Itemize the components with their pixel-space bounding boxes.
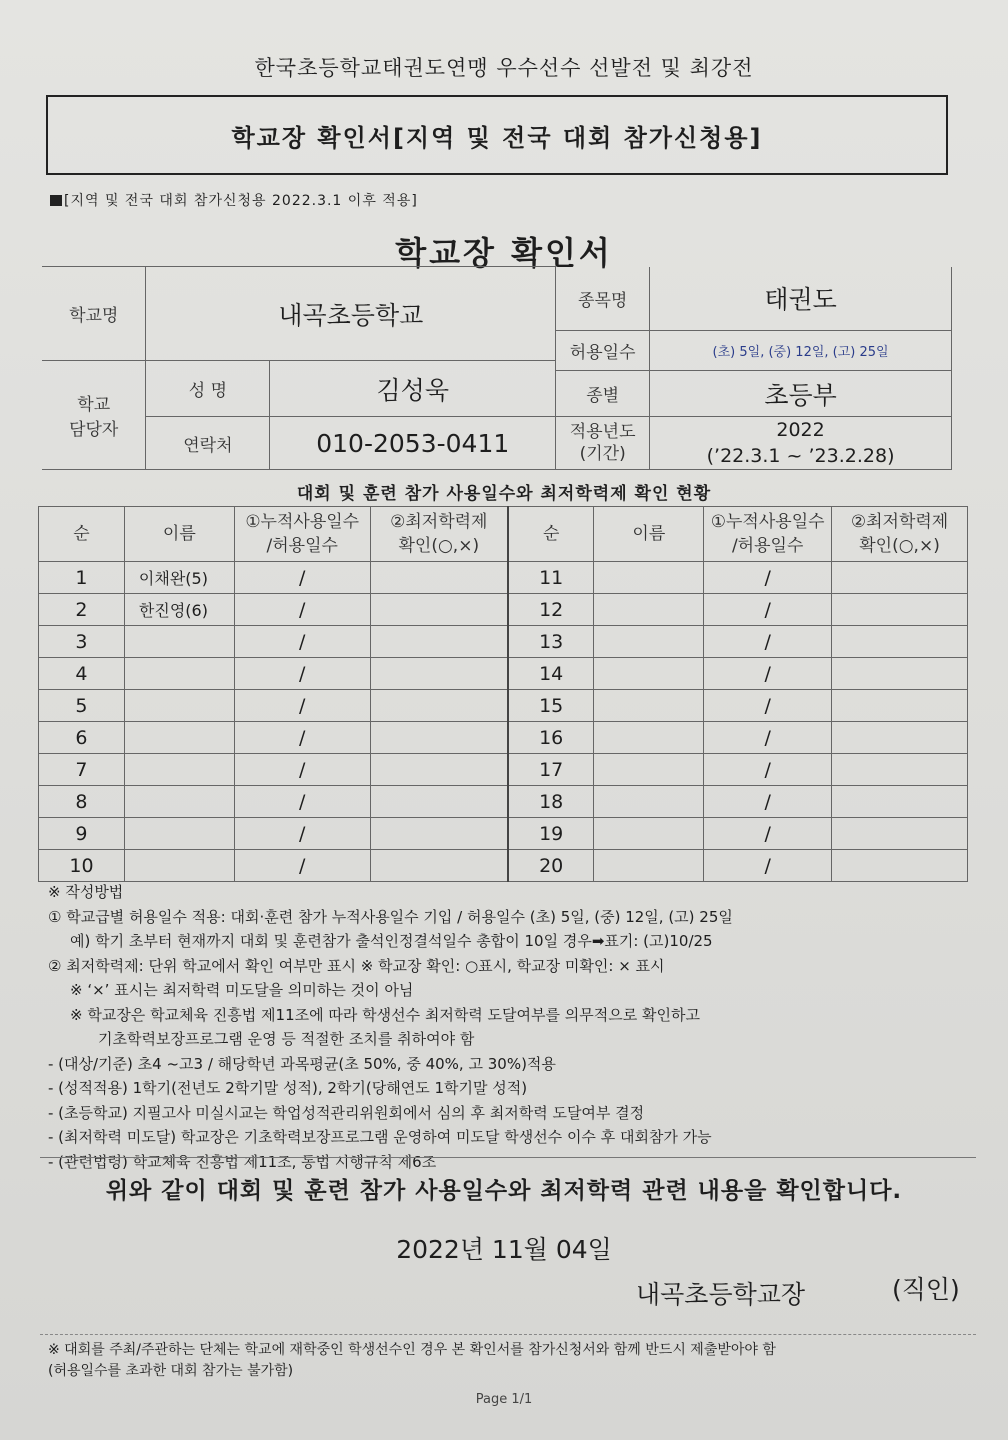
academic-check — [370, 562, 508, 594]
black-square-icon — [50, 195, 62, 206]
row-number: 8 — [39, 786, 125, 818]
athlete-name — [594, 594, 704, 626]
row-number: 6 — [39, 722, 125, 754]
instruction-line: - (최저학력 미도달) 학교장은 기초학력보장프로그램 운영하여 미도달 학생선수 이수 후 대회참가 가능 — [48, 1128, 712, 1146]
athlete-name — [594, 658, 704, 690]
table-row — [39, 594, 968, 626]
document-title: 학교장 확인서 — [395, 234, 613, 272]
row-number: 1 — [39, 562, 125, 594]
academic-check — [832, 562, 968, 594]
academic-check — [370, 690, 508, 722]
table-row — [39, 722, 968, 754]
row-number: 4 — [39, 658, 125, 690]
allowed-days-value: (초) 5일, (중) 12일, (고) 25일 — [650, 331, 952, 371]
athlete-name: 한진영(6) — [124, 594, 234, 626]
row-number: 5 — [39, 690, 125, 722]
col-header-check — [370, 507, 508, 562]
school-value: 내곡초등학교 — [146, 267, 556, 361]
academic-check — [370, 594, 508, 626]
section-title: 대회 및 훈련 참가 사용일수와 최저학력제 확인 현황 — [296, 484, 712, 504]
athlete-name — [124, 658, 234, 690]
table-row — [39, 626, 968, 658]
academic-check — [832, 754, 968, 786]
contact-label: 연락처 — [146, 417, 270, 470]
days-used: / — [704, 594, 832, 626]
year-label-line1: 적용년도 — [569, 422, 636, 442]
athlete-name: 이채완(5) — [124, 562, 234, 594]
col-header-days-line1: ①누적사용일수 — [245, 512, 360, 532]
row-number: 19 — [508, 818, 594, 850]
table-row — [39, 786, 968, 818]
col-header-no: 순 — [39, 507, 125, 562]
athlete-list-body — [39, 562, 968, 882]
row-number: 16 — [508, 722, 594, 754]
academic-check — [370, 754, 508, 786]
athlete-name — [594, 818, 704, 850]
academic-check — [370, 626, 508, 658]
col-header-days — [704, 507, 832, 562]
days-used: / — [234, 690, 370, 722]
table-row — [39, 850, 968, 882]
days-used: / — [234, 722, 370, 754]
academic-check — [370, 818, 508, 850]
col-header-days-line2: /허용일수 — [266, 536, 338, 556]
row-number: 12 — [508, 594, 594, 626]
footnote-line1: ※ 대회를 주최/주관하는 단체는 학교에 재학중인 학생선수인 경우 본 확인서를 참가신청서와 함께 반드시 제출받아야 함 — [48, 1342, 776, 1358]
days-used: / — [704, 690, 832, 722]
table-row — [39, 562, 968, 594]
page-number: Page 1/1 — [475, 1392, 533, 1407]
name-value: 김성욱 — [270, 361, 556, 417]
athlete-name — [124, 754, 234, 786]
athlete-name — [124, 786, 234, 818]
days-used: / — [704, 818, 832, 850]
year-label-line2: (기간) — [579, 444, 626, 464]
row-number: 3 — [39, 626, 125, 658]
athlete-name — [124, 626, 234, 658]
days-used: / — [234, 562, 370, 594]
instruction-line: - (관련법령) 학교체육 진흥법 제11조, 동법 시행규칙 제6조 — [48, 1152, 437, 1171]
days-used: / — [234, 850, 370, 882]
days-used: / — [704, 722, 832, 754]
instruction-line: ② 최저학력제: 단위 학교에서 확인 여부만 표시 ※ 학교장 확인: ○표시, 학교장 미확인: × 표시 — [48, 956, 665, 975]
col-header-name: 이름 — [124, 507, 234, 562]
event-value: 태권도 — [650, 267, 952, 331]
divider — [40, 1157, 976, 1158]
row-number: 13 — [508, 626, 594, 658]
event-label: 종목명 — [556, 267, 650, 331]
athlete-name — [594, 786, 704, 818]
days-used: / — [234, 786, 370, 818]
academic-check — [832, 722, 968, 754]
academic-check — [370, 850, 508, 882]
athlete-list-table — [38, 506, 968, 882]
category-value: 초등부 — [650, 371, 952, 417]
instruction-line: ※ ‘×’ 표시는 최저학력 미도달을 의미하는 것이 아님 — [70, 981, 414, 999]
athlete-name — [124, 818, 234, 850]
manager-label-line2: 담당자 — [69, 420, 119, 440]
name-label: 성 명 — [146, 361, 270, 417]
year-value-line1: 2022 — [776, 419, 825, 441]
days-used: / — [704, 658, 832, 690]
row-number: 10 — [39, 850, 125, 882]
row-number: 11 — [508, 562, 594, 594]
days-used: / — [234, 754, 370, 786]
athlete-name — [594, 850, 704, 882]
confirmation-date: 2022년 11월 04일 — [396, 1235, 612, 1264]
contact-value: 010-2053-0411 — [270, 417, 556, 470]
table-row — [39, 690, 968, 722]
athlete-name — [594, 626, 704, 658]
school-info-table — [42, 266, 952, 470]
applicability-note — [50, 190, 418, 210]
manager-label-line1: 학교 — [77, 395, 111, 415]
days-used: / — [234, 626, 370, 658]
allowed-days-label: 허용일수 — [556, 331, 650, 371]
academic-check — [832, 850, 968, 882]
instruction-line: ※ 학교장은 학교체육 진흥법 제11조에 따라 학생선수 최저학력 도달여부를 의무적으로 확인하고 — [70, 1005, 700, 1024]
year-value-line2: (’22.3.1 ~ ’23.2.28) — [706, 445, 895, 467]
academic-check — [832, 626, 968, 658]
divider — [40, 1334, 976, 1335]
footnote — [48, 1340, 776, 1382]
applicability-note-text: [지역 및 전국 대회 참가신청용 2022.3.1 이후 적용] — [64, 193, 418, 209]
row-number: 14 — [508, 658, 594, 690]
row-number: 15 — [508, 690, 594, 722]
col-header-check — [832, 507, 968, 562]
instructions-title: ※ 작성방법 — [48, 883, 124, 901]
table-row — [39, 818, 968, 850]
col-header-name: 이름 — [594, 507, 704, 562]
year-label — [556, 417, 650, 470]
athlete-name — [124, 722, 234, 754]
days-used: / — [704, 850, 832, 882]
athlete-name — [124, 690, 234, 722]
row-number: 2 — [39, 594, 125, 626]
organization-title: 한국초등학교태권도연맹 우수선수 선발전 및 최강전 — [254, 56, 754, 80]
academic-check — [832, 690, 968, 722]
table-row — [39, 754, 968, 786]
manager-label — [42, 361, 146, 470]
days-used: / — [704, 786, 832, 818]
footnote-line2: (허용일수를 초과한 대회 참가는 불가함) — [48, 1363, 294, 1379]
confirmation-statement: 위와 같이 대회 및 훈련 참가 사용일수와 최저학력 관련 내용을 확인합니다. — [105, 1178, 903, 1204]
row-number: 20 — [508, 850, 594, 882]
instruction-line: - (대상/기준) 초4 ~고3 / 해당학년 과목평균(초 50%, 중 40%, 고 30%)적용 — [48, 1054, 556, 1073]
col-header-no: 순 — [508, 507, 594, 562]
days-used: / — [234, 594, 370, 626]
year-value — [650, 417, 952, 470]
academic-check — [370, 722, 508, 754]
academic-check — [832, 786, 968, 818]
principal-name: 내곡초등학교장 — [636, 1280, 806, 1309]
instruction-line: 예) 학기 초부터 현재까지 대회 및 훈련참가 출석인정결석일수 총합이 10일 경우➡표기: (고)10/25 — [70, 932, 713, 950]
form-title: 학교장 확인서[지역 및 전국 대회 참가신청용] — [231, 123, 763, 152]
days-used: / — [704, 626, 832, 658]
col-header-check-line2: 확인(○,×) — [859, 536, 940, 556]
academic-check — [370, 658, 508, 690]
instructions — [48, 880, 968, 1174]
athlete-name — [594, 562, 704, 594]
days-used: / — [704, 562, 832, 594]
academic-check — [832, 594, 968, 626]
col-header-days — [234, 507, 370, 562]
table-row — [39, 658, 968, 690]
athlete-name — [594, 754, 704, 786]
days-used: / — [234, 658, 370, 690]
athlete-name — [594, 722, 704, 754]
category-label: 종별 — [556, 371, 650, 417]
col-header-days-line1: ①누적사용일수 — [710, 512, 825, 532]
row-number: 17 — [508, 754, 594, 786]
col-header-check-line2: 확인(○,×) — [398, 536, 480, 556]
official-seal-mark: (직인) — [892, 1275, 960, 1304]
col-header-check-line1: ②최저학력제 — [850, 512, 949, 532]
days-used: / — [234, 818, 370, 850]
instruction-line: 기초학력보장프로그램 운영 등 적절한 조치를 취하여야 함 — [98, 1030, 475, 1048]
instruction-line: - (성적적용) 1학기(전년도 2학기말 성적), 2학기(당해연도 1학기말 성적) — [48, 1079, 528, 1097]
form-title-box — [46, 95, 948, 175]
row-number: 9 — [39, 818, 125, 850]
days-used: / — [704, 754, 832, 786]
col-header-check-line1: ②최저학력제 — [390, 512, 488, 532]
col-header-days-line2: /허용일수 — [731, 536, 804, 556]
athlete-name — [124, 850, 234, 882]
academic-check — [370, 786, 508, 818]
school-label: 학교명 — [42, 267, 146, 361]
athlete-name — [594, 690, 704, 722]
academic-check — [832, 658, 968, 690]
instruction-line: - (초등학교) 지필고사 미실시교는 학업성적관리위원회에서 심의 후 최저학력 도달여부 결정 — [48, 1103, 645, 1122]
row-number: 18 — [508, 786, 594, 818]
academic-check — [832, 818, 968, 850]
instruction-line: ① 학교급별 허용일수 적용: 대회·훈련 참가 누적사용일수 기입 / 허용일수 (초) 5일, (중) 12일, (고) 25일 — [48, 907, 733, 926]
row-number: 7 — [39, 754, 125, 786]
